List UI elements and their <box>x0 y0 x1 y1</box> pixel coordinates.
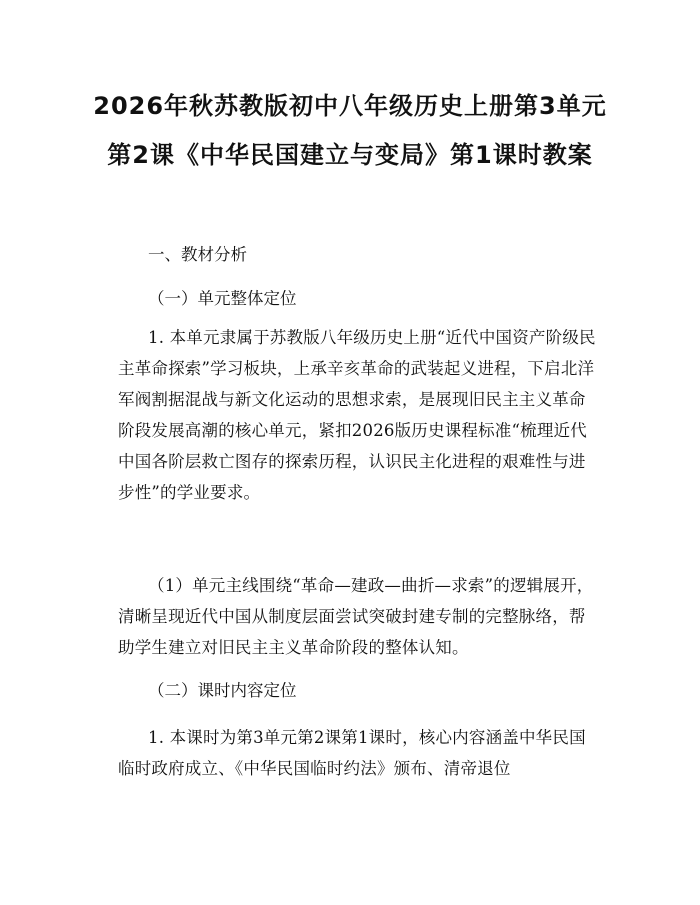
paragraph-lesson-content: 1. 本课时为第3单元第2课第1课时，核心内容涵盖中华民国临时政府成立、《中华民国临时约法》颁布、清帝退位 <box>118 728 586 778</box>
paragraph-unit-overview: 1. 本单元隶属于苏教版八年级历史上册“近代中国资产阶级民主革命探索”学习板块，上承辛亥革命的武装起义进程，下启北洋军阀割据混战与新文化运动的思想求索，是展现旧民主主义革命阶段发展高潮的核心单元，紧扣2026版历史课程标准“梳理近代中国各阶层救亡图存的探索历程，认识民主化进程的艰难性与进步性”的学业要求。 <box>118 328 596 502</box>
paragraph-unit-mainline: （1）单元主线围绕“革命—建政—曲折—求索”的逻辑展开，清晰呈现近代中国从制度层面尝试突破封建专制的完整脉络，帮助学生建立对旧民主主义革命阶段的整体认知。 <box>118 576 594 657</box>
section-heading-textbook-analysis: 一、教材分析 <box>148 245 247 264</box>
subsection-heading-unit-positioning: （一）单元整体定位 <box>148 289 297 308</box>
subsection-heading-lesson-positioning: （二）课时内容定位 <box>148 681 297 700</box>
document-title: 2026年秋苏教版初中八年级历史上册第3单元第2课《中华民国建立与变局》第1课时教案 <box>93 92 607 169</box>
